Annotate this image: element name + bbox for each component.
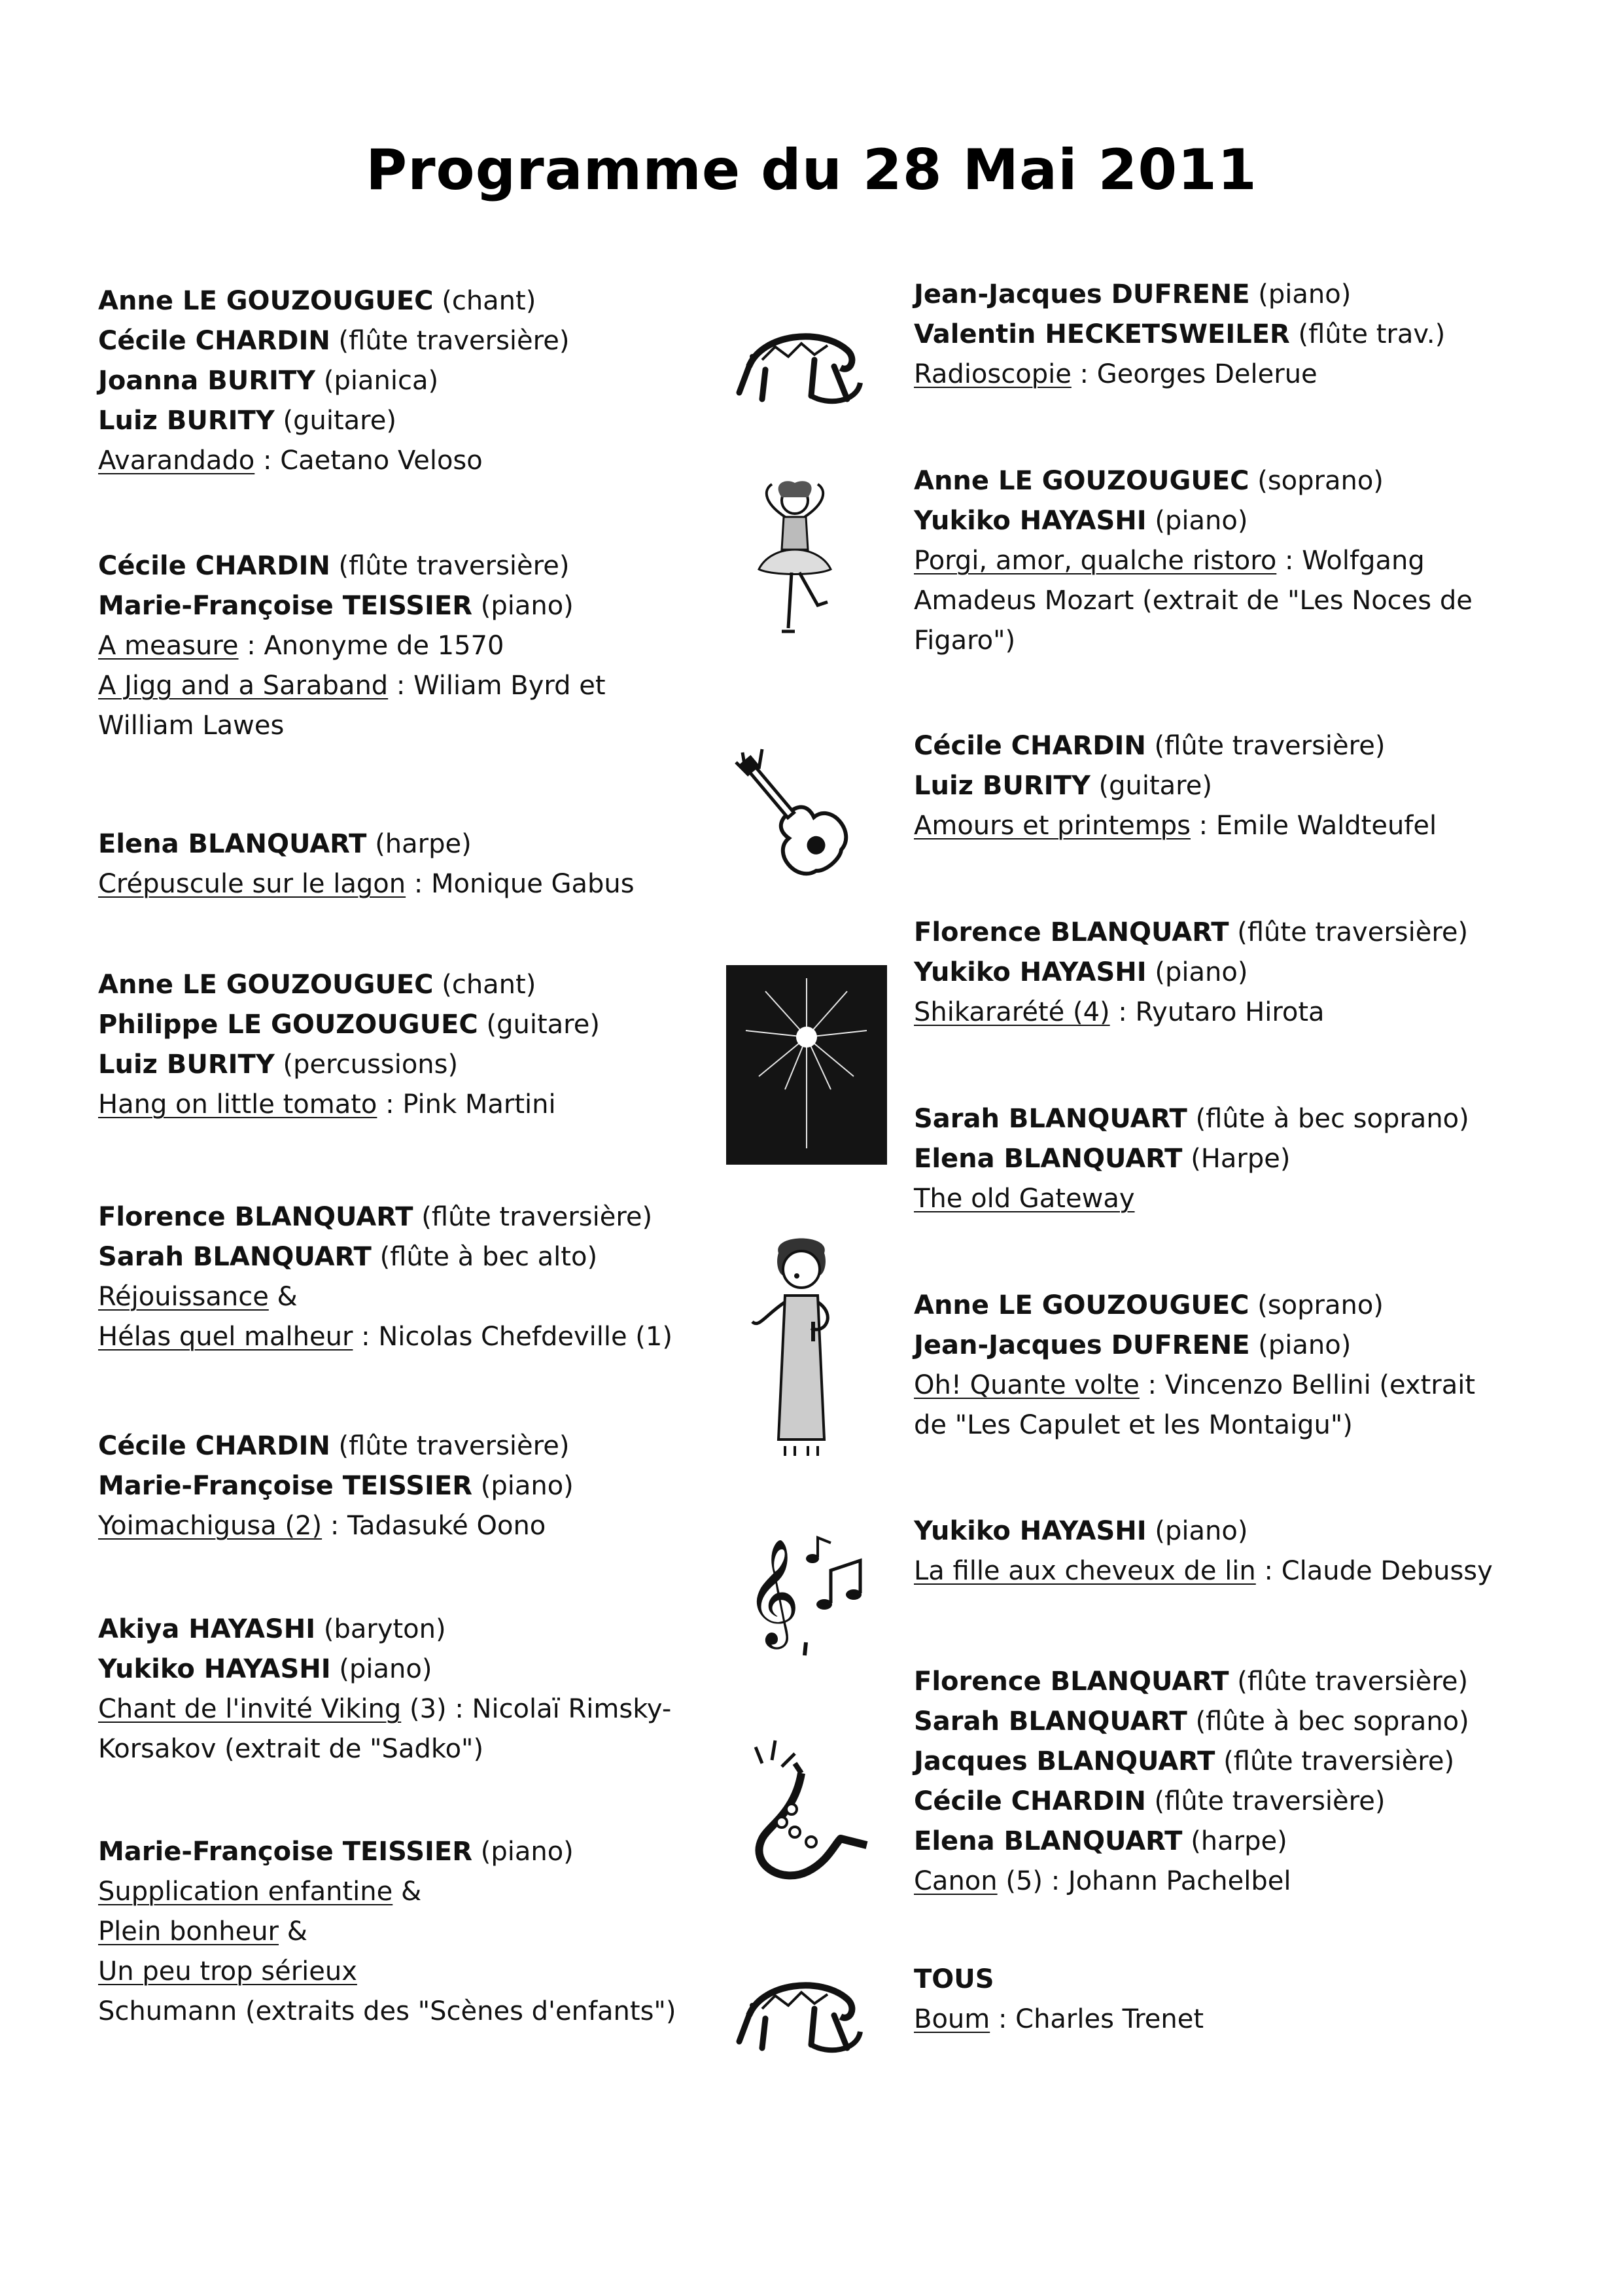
performer-line — [98, 1466, 720, 1506]
piece-line — [914, 621, 1568, 661]
performer-line — [98, 1237, 720, 1277]
piece-title: Oh! Quante volte — [914, 1370, 1140, 1400]
performer-instrument: (piano) — [480, 1837, 574, 1867]
performer-instrument: (flûte traversière) — [421, 1202, 653, 1232]
performer-name: Cécile CHARDIN — [98, 326, 330, 356]
performer-instrument: (baryton) — [323, 1614, 446, 1644]
performer-line — [914, 1511, 1568, 1551]
piece-composer: Amadeus Mozart (extrait de "Les Noces de — [914, 586, 1473, 616]
performer-instrument: (piano) — [1258, 279, 1352, 309]
fireworks-image — [726, 965, 887, 1165]
performer-instrument: (flûte traversière) — [338, 551, 570, 581]
piece-line — [914, 1862, 1568, 1901]
performer-instrument: (chant) — [442, 286, 536, 316]
piece-title: Crépuscule sur le lagon — [98, 869, 406, 899]
lizard-icon — [736, 321, 867, 412]
performer-name: Yukiko HAYASHI — [914, 957, 1147, 987]
performer-name: Anne LE GOUZOUGUEC — [98, 970, 434, 1000]
piece-title: Radioscopie — [914, 359, 1072, 389]
performer-instrument: (flûte traversière) — [1237, 917, 1469, 947]
piece-composer: (5) : Johann Pachelbel — [997, 1866, 1291, 1896]
piece-line — [98, 1992, 720, 2032]
piece-line — [98, 1689, 720, 1729]
program-item — [914, 275, 1568, 395]
performer-name: Luiz BURITY — [98, 406, 275, 436]
performer-name: Cécile CHARDIN — [98, 551, 330, 581]
performer-line — [98, 401, 720, 441]
program-item — [914, 913, 1568, 1033]
performer-line — [98, 1005, 720, 1045]
performer-line — [914, 1742, 1568, 1782]
piece-line — [98, 1506, 720, 1546]
performer-instrument: (flûte traversière) — [1223, 1746, 1455, 1776]
piece-line — [98, 864, 720, 904]
piece-composer: : Monique Gabus — [406, 869, 635, 899]
performer-instrument: (harpe) — [375, 829, 472, 859]
piece-title: Shikararété (4) — [914, 997, 1110, 1027]
program-item — [98, 1197, 720, 1357]
piece-composer: : Wolfgang — [1276, 546, 1425, 576]
performer-name: Jean-Jacques DUFRENE — [914, 279, 1250, 309]
performer-instrument: (flûte traversière) — [338, 1431, 570, 1461]
piece-composer: : Tadasuké Oono — [322, 1511, 546, 1541]
performer-name: Yukiko HAYASHI — [914, 1516, 1147, 1546]
performer-name: Sarah BLANQUART — [914, 1104, 1187, 1134]
performer-name: Yukiko HAYASHI — [914, 506, 1147, 536]
performer-instrument: (flûte traversière) — [1154, 731, 1386, 761]
program-item — [914, 1662, 1568, 1901]
performer-line — [98, 1832, 720, 1872]
piece-line — [98, 666, 720, 706]
piece-title: Canon — [914, 1866, 998, 1896]
performer-name: Cécile CHARDIN — [914, 731, 1146, 761]
performer-instrument: (flûte à bec alto) — [379, 1242, 598, 1272]
performer-instrument: (flûte à bec soprano) — [1195, 1104, 1469, 1134]
performer-instrument: (percussions) — [283, 1050, 459, 1080]
performer-name: Anne LE GOUZOUGUEC — [914, 466, 1249, 496]
piece-composer: de "Les Capulet et les Montaigu") — [914, 1410, 1353, 1440]
performer-line — [98, 1650, 720, 1689]
piece-composer: : Vincenzo Bellini (extrait — [1139, 1370, 1476, 1400]
performer-name: Elena BLANQUART — [914, 1144, 1183, 1174]
performer-instrument: (flûte à bec soprano) — [1195, 1706, 1469, 1737]
piece-line — [98, 1729, 720, 1769]
performer-name: TOUS — [914, 1964, 994, 1994]
performer-line — [98, 1610, 720, 1650]
performer-line — [98, 361, 720, 401]
program-item — [98, 281, 720, 481]
piece-composer: : Claude Debussy — [1255, 1556, 1493, 1586]
piece-title: A Jigg and a Saraband — [98, 671, 389, 701]
performer-instrument: (guitare) — [486, 1010, 600, 1040]
performer-instrument: (piano) — [1155, 1516, 1248, 1546]
performer-name: Anne LE GOUZOUGUEC — [914, 1290, 1249, 1320]
performer-name: Cécile CHARDIN — [98, 1431, 330, 1461]
guitar-icon — [723, 736, 886, 900]
performer-instrument: (flûte trav.) — [1298, 319, 1446, 349]
piece-line — [914, 993, 1568, 1033]
piece-composer: : Charles Trenet — [990, 2004, 1204, 2034]
performer-line — [98, 321, 720, 361]
piece-title: Yoimachigusa (2) — [98, 1511, 323, 1541]
piece-composer: : Georges Delerue — [1071, 359, 1318, 389]
page-title: Programme du 28 Mai 2011 — [366, 137, 1257, 203]
performer-line — [98, 546, 720, 586]
performer-name: Luiz BURITY — [98, 1050, 275, 1080]
performer-instrument: (flûte traversière) — [1154, 1786, 1386, 1816]
performer-name: Anne LE GOUZOUGUEC — [98, 286, 434, 316]
performer-name: Sarah BLANQUART — [914, 1706, 1187, 1737]
performer-name: Florence BLANQUART — [914, 1667, 1229, 1697]
piece-composer: : Pink Martini — [377, 1089, 556, 1120]
piece-line — [98, 1277, 720, 1317]
piece-composer: & — [268, 1282, 298, 1312]
piece-line — [914, 1551, 1568, 1591]
piece-composer: Figaro") — [914, 626, 1016, 656]
piece-composer: : Ryutaro Hirota — [1109, 997, 1325, 1027]
performer-line — [98, 1197, 720, 1237]
piece-title: Réjouissance — [98, 1282, 269, 1312]
performer-name: Joanna BURITY — [98, 366, 316, 396]
performer-line — [914, 1139, 1568, 1179]
lizard-icon — [736, 1969, 867, 2061]
program-item — [914, 726, 1568, 846]
piece-title: Avarandado — [98, 446, 255, 476]
piece-title: Plein bonheur — [98, 1916, 279, 1947]
piece-line — [98, 626, 720, 666]
piece-composer: Schumann (extraits des "Scènes d'enfants") — [98, 1996, 676, 2026]
program-item — [914, 461, 1568, 661]
piece-composer: : Wiliam Byrd et — [388, 671, 606, 701]
piece-composer: : Nicolas Chefdeville (1) — [353, 1322, 672, 1352]
performer-name: Elena BLANQUART — [98, 829, 367, 859]
program-item — [914, 1099, 1568, 1219]
piece-composer: : Anonyme de 1570 — [238, 631, 504, 661]
program-item — [98, 1832, 720, 2032]
piece-line — [98, 1872, 720, 1912]
piece-line — [914, 355, 1568, 395]
performer-name: Jean-Jacques DUFRENE — [914, 1330, 1250, 1360]
piece-line — [98, 1952, 720, 1992]
svg-text:𝄞: 𝄞 — [746, 1538, 800, 1645]
performer-line — [914, 1326, 1568, 1366]
program-item — [98, 824, 720, 904]
performer-line — [914, 1702, 1568, 1742]
program-item — [914, 1960, 1568, 2040]
performer-line — [914, 726, 1568, 766]
piece-composer: & — [279, 1916, 307, 1947]
piece-line — [98, 1317, 720, 1357]
performer-line — [914, 1286, 1568, 1326]
performer-instrument: (piano) — [1258, 1330, 1352, 1360]
program-item — [98, 1426, 720, 1546]
performer-line — [98, 281, 720, 321]
piece-line — [914, 1366, 1568, 1405]
performer-name: Cécile CHARDIN — [914, 1786, 1146, 1816]
performer-name: Florence BLANQUART — [914, 917, 1229, 947]
performer-line — [914, 461, 1568, 501]
piece-line — [98, 1912, 720, 1952]
performer-instrument: (harpe) — [1191, 1826, 1287, 1856]
piece-title: Amours et printemps — [914, 811, 1191, 841]
performer-line — [914, 1822, 1568, 1862]
piece-line — [914, 541, 1568, 581]
performer-line — [914, 1960, 1568, 2000]
performer-instrument: (pianica) — [323, 366, 439, 396]
piece-title: Un peu trop sérieux — [98, 1956, 357, 1987]
performer-name: Marie-Françoise TEISSIER — [98, 1837, 473, 1867]
piece-title: Chant de l'invité Viking — [98, 1694, 402, 1724]
program-item — [98, 965, 720, 1125]
performer-line — [98, 1426, 720, 1466]
piece-line — [98, 706, 720, 746]
performer-instrument: (flûte traversière) — [1237, 1667, 1469, 1697]
piece-line — [98, 441, 720, 481]
performer-name: Jacques BLANQUART — [914, 1746, 1215, 1776]
program-item — [98, 546, 720, 746]
performer-line — [914, 275, 1568, 315]
piece-title: Porgi, amor, qualche ristoro — [914, 546, 1277, 576]
performer-instrument: (piano) — [480, 1471, 574, 1501]
piece-title: Boum — [914, 2004, 990, 2034]
piece-title: Supplication enfantine — [98, 1877, 393, 1907]
performer-line — [914, 766, 1568, 806]
performer-instrument: (Harpe) — [1191, 1144, 1291, 1174]
program-item — [914, 1511, 1568, 1591]
piece-title: The old Gateway — [914, 1184, 1135, 1214]
piece-composer: : Emile Waldteufel — [1190, 811, 1437, 841]
piece-title: La fille aux cheveux de lin — [914, 1556, 1256, 1586]
performer-instrument: (guitare) — [1098, 771, 1212, 801]
performer-line — [914, 501, 1568, 541]
performer-instrument: (chant) — [442, 970, 536, 1000]
piece-title: Hélas quel malheur — [98, 1322, 353, 1352]
saxophone-icon — [729, 1734, 880, 1898]
music-notes-icon — [746, 1531, 877, 1662]
piece-line — [914, 581, 1568, 621]
performer-line — [98, 586, 720, 626]
performer-name: Yukiko HAYASHI — [98, 1654, 331, 1684]
performer-line — [914, 913, 1568, 953]
performer-line — [98, 1045, 720, 1085]
performer-name: Marie-Françoise TEISSIER — [98, 591, 473, 621]
performer-name: Marie-Françoise TEISSIER — [98, 1471, 473, 1501]
performer-name: Valentin HECKETSWEILER — [914, 319, 1290, 349]
piece-title: A measure — [98, 631, 239, 661]
ballerina-icon — [746, 478, 844, 641]
performer-line — [914, 1099, 1568, 1139]
performer-instrument: (flûte traversière) — [338, 326, 570, 356]
piece-composer: (3) : Nicolaï Rimsky- — [401, 1694, 672, 1724]
performer-instrument: (piano) — [1155, 957, 1248, 987]
performer-instrument: (piano) — [1155, 506, 1248, 536]
performer-line — [914, 1782, 1568, 1822]
piece-line — [914, 1405, 1568, 1445]
performer-instrument: (soprano) — [1257, 466, 1384, 496]
performer-instrument: (piano) — [339, 1654, 432, 1684]
performer-name: Sarah BLANQUART — [98, 1242, 372, 1272]
performer-line — [914, 315, 1568, 355]
performer-name: Akiya HAYASHI — [98, 1614, 316, 1644]
piece-line — [914, 1179, 1568, 1219]
singer-icon — [739, 1230, 870, 1466]
performer-name: Florence BLANQUART — [98, 1202, 413, 1232]
performer-name: Luiz BURITY — [914, 771, 1091, 801]
performer-instrument: (piano) — [480, 591, 574, 621]
performer-name: Philippe LE GOUZOUGUEC — [98, 1010, 478, 1040]
program-item — [914, 1286, 1568, 1445]
program-item — [98, 1610, 720, 1769]
performer-instrument: (soprano) — [1257, 1290, 1384, 1320]
piece-composer: : Caetano Veloso — [254, 446, 483, 476]
performer-line — [98, 824, 720, 864]
piece-composer: & — [393, 1877, 422, 1907]
piece-composer: Korsakov (extrait de "Sadko") — [98, 1734, 484, 1764]
performer-name: Elena BLANQUART — [914, 1826, 1183, 1856]
piece-title: Hang on little tomato — [98, 1089, 377, 1120]
performer-line — [914, 1662, 1568, 1702]
piece-line — [98, 1085, 720, 1125]
piece-line — [914, 2000, 1568, 2040]
performer-line — [98, 965, 720, 1005]
performer-instrument: (guitare) — [283, 406, 396, 436]
piece-composer: William Lawes — [98, 711, 285, 741]
piece-line — [914, 806, 1568, 846]
performer-line — [914, 953, 1568, 993]
